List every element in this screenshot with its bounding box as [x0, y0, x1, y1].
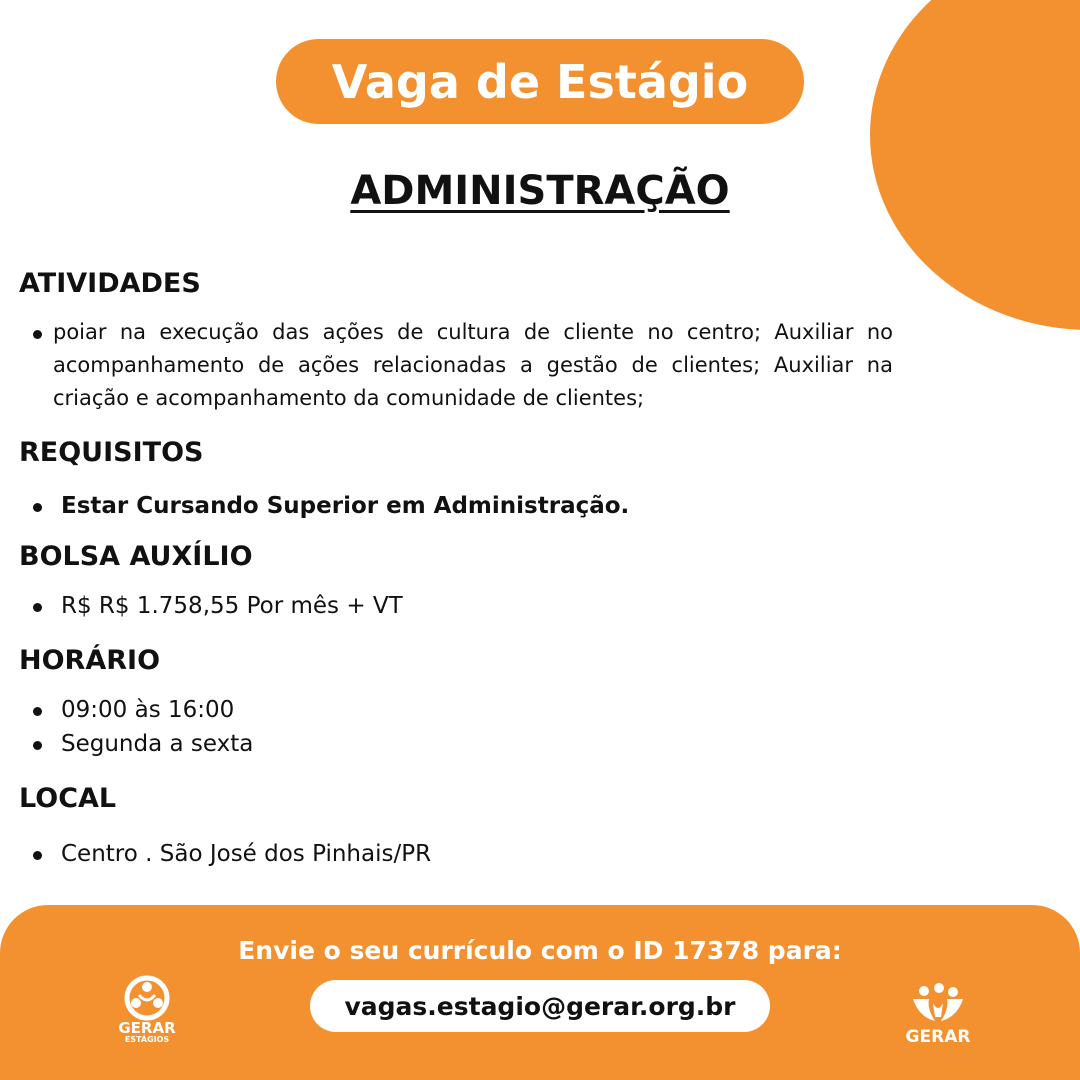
- bullet-icon: [33, 503, 42, 512]
- bullet-icon: [33, 741, 42, 750]
- bullet-icon: [33, 330, 42, 339]
- list-item: Segunda a sexta: [25, 727, 253, 761]
- stipend-list: [25, 589, 403, 623]
- page-title: Vaga de Estágio: [331, 54, 749, 109]
- logo-left-sub: ESTÁGIOS: [124, 1035, 170, 1044]
- location-heading: LOCAL: [19, 783, 117, 814]
- bullet-icon: [33, 707, 42, 716]
- email-link[interactable]: [310, 980, 770, 1032]
- activities-list: [25, 316, 893, 415]
- schedule-heading: HORÁRIO: [19, 645, 161, 676]
- title-banner: [276, 39, 804, 124]
- gerar-logo: [893, 983, 983, 1063]
- location-list: [25, 837, 431, 871]
- gerar-estagios-logo-icon: [121, 975, 173, 1021]
- bullet-icon: [33, 603, 42, 612]
- schedule-list: [25, 693, 253, 761]
- list-item: R$ R$ 1.758,55 Por mês + VT: [25, 589, 403, 623]
- job-area-title: [0, 168, 1080, 214]
- activities-heading: ATIVIDADES: [19, 268, 201, 299]
- footer: [0, 905, 1080, 1080]
- logo-left-brand: GERAR: [118, 1019, 176, 1037]
- job-area-text: ADMINISTRAÇÃO: [350, 168, 730, 214]
- stipend-heading: BOLSA AUXÍLIO: [19, 541, 253, 572]
- gerar-people-logo-icon: [907, 983, 969, 1027]
- bullet-icon: [33, 851, 42, 860]
- email-text: vagas.estagio@gerar.org.br: [344, 991, 736, 1021]
- list-item: 09:00 às 16:00: [25, 693, 253, 727]
- list-item: Centro . São José dos Pinhais/PR: [25, 837, 431, 871]
- decorative-orange-circle: [870, 0, 1080, 330]
- footer-cta: Envie o seu currículo com o ID 17378 para:: [238, 936, 842, 965]
- gerar-estagios-logo: [107, 975, 187, 1055]
- logo-right-brand: GERAR: [905, 1027, 971, 1047]
- requirements-heading: REQUISITOS: [19, 437, 204, 468]
- list-item: poiar na execução das ações de cultura de cliente no centro; Auxiliar no acompanhamento de ações relacionadas a gestão de clientes; Auxiliar na criação e acompanhamento da comunidade de clientes;: [25, 316, 893, 415]
- list-item: Estar Cursando Superior em Administração.: [25, 489, 629, 523]
- requirements-list: [25, 489, 629, 523]
